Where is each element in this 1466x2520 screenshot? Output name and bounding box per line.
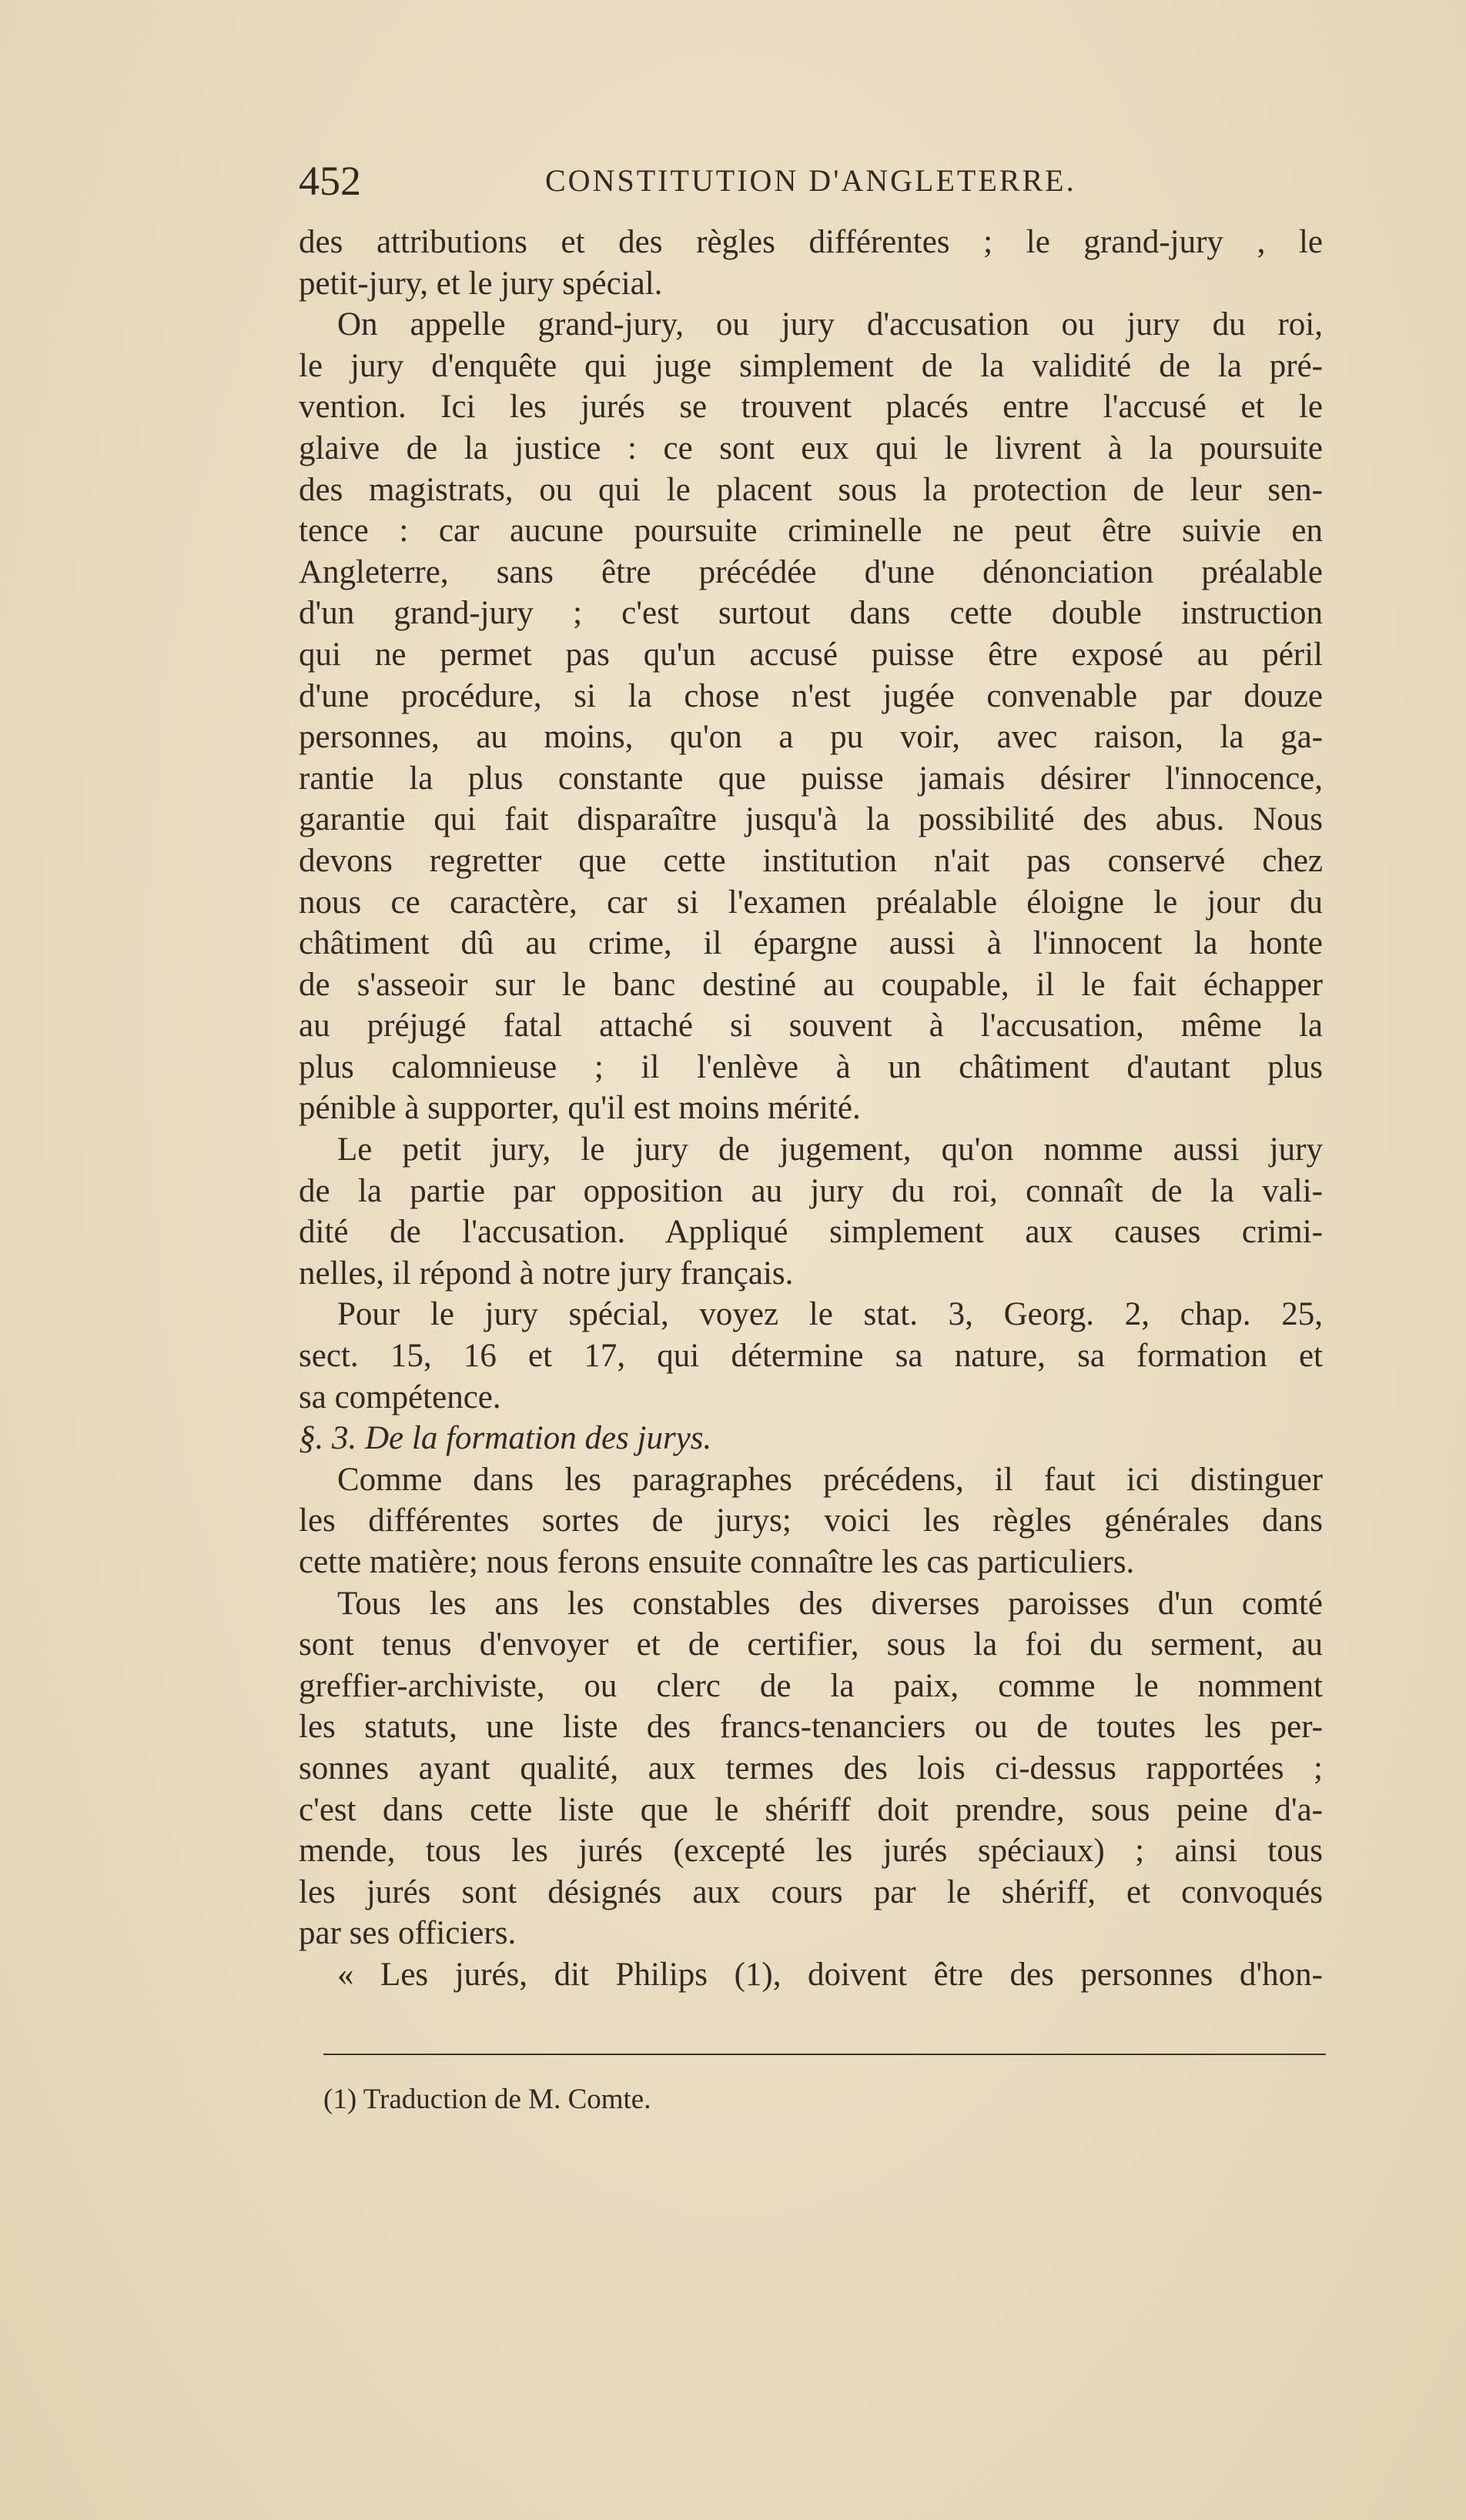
text-line: de s'asseoir sur le banc destiné au coupable, il le fait échapper (299, 966, 1323, 1003)
text-line: des magistrats, ou qui le placent sous la protection de leur sen- (299, 471, 1323, 508)
text-line: glaive de la justice : ce sont eux qui le livrent à la poursuite (299, 429, 1323, 466)
text-line: tence : car aucune poursuite criminelle ne peut être suivie en (299, 513, 1323, 550)
text-line: les jurés sont désignés aux cours par le shériff, et convoqués (299, 1873, 1323, 1910)
text-line: dité de l'accusation. Appliqué simplement aux causes crimi- (299, 1214, 1323, 1251)
text-line: c'est dans cette liste que le shériff doit prendre, sous peine d'a- (299, 1791, 1323, 1828)
text-line: personnes, au moins, qu'on a pu voir, avec raison, la ga- (299, 719, 1323, 756)
text-line: au préjugé fatal attaché si souvent à l'accusation, même la (299, 1008, 1323, 1044)
footnote-rule (323, 2054, 1326, 2055)
text-line: On appelle grand-jury, ou jury d'accusation ou jury du roi, (337, 306, 1323, 343)
page-number: 452 (299, 158, 361, 204)
text-line: cette matière; nous ferons ensuite connaître les cas particuliers. (299, 1544, 1135, 1580)
text-line: nous ce caractère, car si l'examen préalable éloigne le jour du (299, 884, 1323, 921)
footnote: (1) Traduction de M. Comte. (323, 2084, 651, 2115)
text-line: vention. Ici les jurés se trouvent placés entre l'accusé et le (299, 389, 1323, 426)
page-header (299, 154, 1323, 208)
text-line: plus calomnieuse ; il l'enlève à un châtiment d'autant plus (299, 1048, 1323, 1085)
text-line: Pour le jury spécial, voyez le stat. 3, Georg. 2, chap. 25, (337, 1296, 1323, 1333)
text-line: Angleterre, sans être précédée d'une dénonciation préalable (299, 553, 1323, 590)
text-line: de la partie par opposition au jury du roi, connaît de la vali- (299, 1172, 1323, 1209)
text-line: « Les jurés, dit Philips (1), doivent être des personnes d'hon- (337, 1956, 1323, 1993)
body-text (299, 222, 1323, 1996)
running-title: CONSTITUTION D'ANGLETERRE. (545, 163, 1076, 198)
section-heading: §. 3. De la formation des jurys. (299, 1420, 712, 1457)
text-line: sect. 15, 16 et 17, qui détermine sa nature, sa formation et (299, 1338, 1323, 1375)
text-line: châtiment dû au crime, il épargne aussi à l'innocent la honte (299, 925, 1323, 962)
text-line: d'un grand-jury ; c'est surtout dans cette double instruction (299, 595, 1323, 632)
text-line: petit-jury, et le jury spécial. (299, 265, 663, 302)
text-line: sonnes ayant qualité, aux termes des lois ci-dessus rapportées ; (299, 1750, 1323, 1786)
text-line: le jury d'enquête qui juge simplement de la validité de la pré- (299, 347, 1323, 384)
text-line: Tous les ans les constables des diverses paroisses d'un comté (337, 1585, 1323, 1622)
text-line: mende, tous les jurés (excepté les jurés spéciaux) ; ainsi tous (299, 1833, 1323, 1870)
text-line: Comme dans les paragraphes précédens, il faut ici distinguer (337, 1461, 1323, 1498)
text-line: garantie qui fait disparaître jusqu'à la possibilité des abus. Nous (299, 801, 1323, 838)
text-line: sa compétence. (299, 1379, 501, 1415)
text-line: qui ne permet pas qu'un accusé puisse être exposé au péril (299, 636, 1323, 673)
text-line: Le petit jury, le jury de jugement, qu'on nomme aussi jury (337, 1131, 1323, 1168)
text-line: devons regretter que cette institution n'ait pas conservé chez (299, 842, 1323, 879)
text-line: des attributions et des règles différentes ; le grand-jury , le (299, 224, 1323, 260)
text-line: nelles, il répond à notre jury français. (299, 1255, 794, 1292)
text-line: rantie la plus constante que puisse jamais désirer l'innocence, (299, 760, 1323, 797)
text-line: sont tenus d'envoyer et de certifier, sous la foi du serment, au (299, 1626, 1323, 1663)
text-line: par ses officiers. (299, 1915, 517, 1952)
text-line: les statuts, une liste des francs-tenanciers ou de toutes les per- (299, 1709, 1323, 1746)
text-line: pénible à supporter, qu'il est moins mérité. (299, 1090, 861, 1127)
text-line: greffier-archiviste, ou clerc de la paix, comme le nomment (299, 1667, 1323, 1704)
text-line: les différentes sortes de jurys; voici les règles générales dans (299, 1502, 1323, 1539)
text-line: d'une procédure, si la chose n'est jugée convenable par douze (299, 677, 1323, 714)
